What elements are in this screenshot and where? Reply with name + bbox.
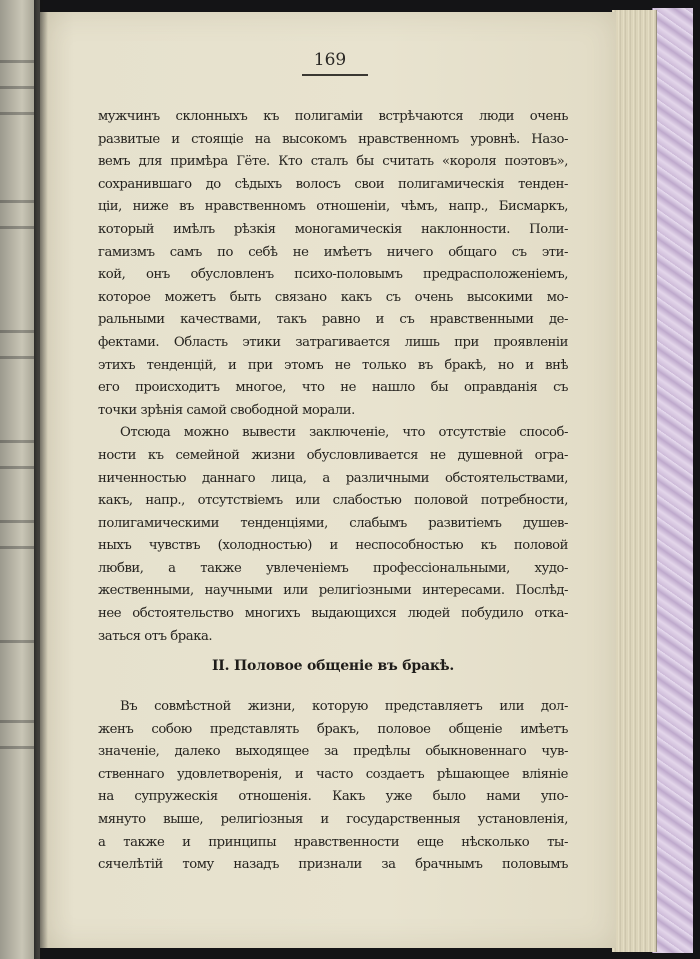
text-line: Въ совмѣстной жизни, которую представляетъ или дол- bbox=[120, 699, 568, 714]
text-line: ственнаго удовлетворенія, и часто создаетъ рѣшающее вліяніе bbox=[98, 766, 568, 782]
text-line: мянуто выше, религіозныя и государственныя установленія, bbox=[98, 811, 568, 827]
text-line: нее обстоятельство многихъ выдающихся людей побудило отка- bbox=[98, 606, 568, 622]
text-line: заться отъ брака. bbox=[98, 628, 213, 644]
gutter-shadow bbox=[34, 0, 48, 959]
text-line: сячелѣтій тому назадъ признали за брачнымъ половымъ bbox=[98, 857, 568, 873]
page-number: 169 bbox=[313, 50, 347, 70]
text-line: любви, а также увлеченіемъ профессіональными, худо- bbox=[98, 560, 568, 576]
text-line: этихъ тенденцій, и при этомъ не только въ бракѣ, но и внѣ bbox=[98, 357, 568, 373]
text-line: сохранившаго до сѣдыхъ волосъ свои полигамическія тенден- bbox=[98, 176, 568, 192]
text-line: ниченностью даннаго лица, а различными обстоятельствами, bbox=[98, 470, 568, 486]
book-cover-endpaper bbox=[652, 8, 693, 953]
text-line: какъ, напр., отсутствіемъ или слабостью половой потребности, bbox=[98, 493, 568, 509]
section-heading: II. Половое общеніе въ бракѣ. bbox=[211, 658, 455, 674]
text-line: ности къ семейной жизни обусловливается не душевной огра- bbox=[98, 447, 568, 463]
text-block-2 bbox=[98, 696, 568, 877]
text-line: жественными, научными или религіозными интересами. Послѣд- bbox=[98, 583, 568, 599]
text-line: кой, онъ обусловленъ психо-половымъ предрасположеніемъ, bbox=[98, 267, 568, 283]
text-line: на супружескія отношенія. Какъ уже было нами упо- bbox=[98, 789, 568, 805]
page-number-rule bbox=[302, 74, 368, 76]
text-line: гамизмъ самъ по себѣ не имѣетъ ничего общаго съ эти- bbox=[98, 244, 568, 260]
text-line: его происходитъ многое, что не нашло бы оправданія съ bbox=[98, 380, 568, 396]
text-line: которое можетъ быть связано какъ съ очень высокими мо- bbox=[98, 289, 568, 305]
text-line: развитые и стоящіе на высокомъ нравственномъ уровнѣ. Назо- bbox=[98, 131, 568, 147]
text-line: полигамическими тенденціями, слабымъ развитіемъ душев- bbox=[98, 515, 568, 531]
text-line: точки зрѣнія самой свободной морали. bbox=[98, 402, 355, 418]
text-line: фектами. Область этики затрагивается лишь при проявленіи bbox=[98, 334, 568, 350]
text-line: значеніе, далеко выходящее за предѣлы обыкновеннаго чув- bbox=[98, 744, 568, 760]
text-line: который имѣлъ рѣзкія моногамическія наклонности. Поли- bbox=[98, 221, 568, 237]
book-page bbox=[40, 12, 616, 948]
text-line: вемъ для примѣра Гёте. Кто сталъ бы считать «короля поэтовъ», bbox=[98, 154, 568, 170]
text-line: ныхъ чувствъ (холодностью) и неспособностью къ половой bbox=[98, 538, 568, 554]
text-line: Отсюда можно вывести заключеніе, что отсутствіе способ- bbox=[120, 425, 568, 441]
text-line: мужчинъ склонныхъ къ полигаміи встрѣчаются люди очень bbox=[98, 109, 568, 124]
text-line: ральными качествами, такъ равно и съ нравственными де- bbox=[98, 312, 568, 328]
text-block-1 bbox=[98, 106, 568, 648]
text-line: ціи, ниже въ нравственномъ отношеніи, чѣмъ, напр., Бисмаркъ, bbox=[98, 199, 568, 215]
text-line: женъ собою представлять бракъ, половое общеніе имѣетъ bbox=[98, 721, 568, 737]
text-line: а также и принципы нравственности еще нѣсколько ты- bbox=[98, 834, 568, 850]
page-stack-edges bbox=[612, 10, 657, 952]
